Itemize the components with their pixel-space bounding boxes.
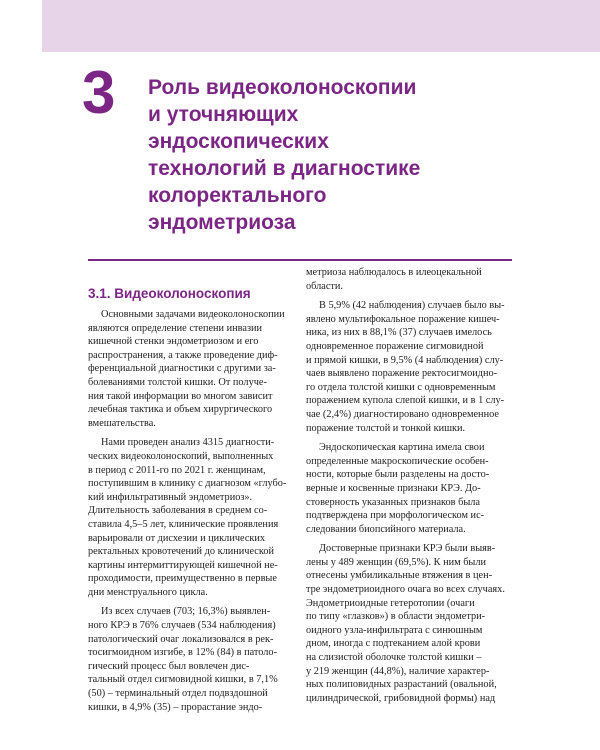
text-line: ника, из них в 88,1% (37) случаев имелось [306,327,492,339]
text-line: в период с 2011-го по 2021 г. женщинам, [88,464,266,476]
text-line: области. [306,280,343,292]
text-line: тре эндометриоидного очага во всех случаях. [306,584,505,596]
text-line: Эндоскопическая картина имела свои [319,442,485,454]
text-line: Эндометриоидные гетеротопии (очаги [306,597,475,609]
text-line: и прямой кишки, в 9,5% (4 наблюдения) слу- [306,354,504,366]
text-line: стоверность указанных признаков была [306,496,480,508]
paragraph [306,266,512,293]
text-line: ставила 4,5–5 лет, клинические проявления [88,518,279,530]
text-line: верные и косвенные признаки КРЭ. До- [306,482,481,494]
text-line: дни менструального цикла. [88,586,208,598]
text-line: тосигмоидном изгибе, в 12% (84) в патоло- [88,647,277,659]
chapter-title-line: эндометриоза [148,211,296,234]
text-line: распространения, а также проведение диф- [88,349,278,361]
paragraph [88,605,298,714]
text-line: кишки, в 4,9% (35) – прорастание эндо- [88,701,263,713]
text-line: ческих видеоколоноскопий, выполненных [88,450,274,462]
text-line: Нами проведен анализ 4315 диагности- [101,437,275,449]
text-line: (50) – терминальный отдел подвздошной [88,688,268,700]
text-line: метриоза наблюдалось в илеоцекальной [306,267,482,278]
section-heading: 3.1. Видеоколоноскопия [88,286,251,301]
text-line: Из всех случаев (703; 16,3%) выявлен- [101,606,271,618]
text-line: лены у 489 женщин (69,5%). К ним были [306,556,486,568]
text-line: одновременное поражение сигмовидной [306,340,484,352]
text-line: следовании биопсийного материала. [306,523,466,535]
text-line: лечебная тактика и объем хирургического [88,404,273,416]
paragraph [306,441,512,536]
right-column [306,266,512,711]
text-line: по типу «глазков») в области эндометри- [306,611,486,623]
chapter-title-line: технологий в диагностике [148,157,421,180]
chapter-title [148,74,508,236]
text-line: кишечной стенки эндометриозом и его [88,336,259,348]
text-line: поступившим в клинику с диагнозом «глубо- [88,478,287,490]
text-line: чаев выявлено поражение ректосигмоидно- [306,368,498,380]
chapter-title-line: колоректального [148,184,327,207]
text-line: поражением купола слепой кишки, и в 1 слу- [306,395,505,407]
paragraph [306,299,512,435]
text-line: тальный отдел сигмовидной кишки, в 7,1% [88,674,278,686]
chapter-title-line: Роль видеоколоноскопии [148,76,417,99]
text-line: болеваниями толстой кишки. От получе- [88,376,267,388]
text-line: вмешательства. [88,417,156,429]
text-line: поражение толстой и тонкой кишки. [306,422,466,434]
text-line: го отдела толстой кишки с одновременным [306,381,496,393]
title-divider [88,259,512,261]
text-line: дном, иногда с подтеканием алой крови [306,638,481,650]
text-line: ния такой информации во многом зависит [88,390,273,402]
paragraph [88,308,298,430]
text-line: чае (2,4%) диагностировано одновременное [306,408,499,420]
text-line: ференциальной диагностики с другими за- [88,363,276,375]
chapter-number: 3 [82,59,116,126]
text-line: картины интермиттирующей кишечной не- [88,559,278,571]
text-line: ректальных кровотечений до клинической [88,546,274,558]
text-line: оидного узла-инфильтрата с синюшным [306,624,483,636]
text-line: цилиндрической, грибовидной формы) над [306,692,496,704]
left-column [88,308,298,720]
text-line: В 5,9% (42 наблюдения) случаев было вы- [319,300,505,312]
text-line: ности, которые были разделены на досто- [306,469,490,481]
text-line: варьировали от дисхезии и циклических [88,532,266,544]
text-line: Достоверные признаки КРЭ были выяв- [319,543,496,555]
text-line: патологический очаг локализовался в рек- [88,633,274,645]
paragraph [88,436,298,599]
text-line: гический процесс был вовлечен дис- [88,660,250,672]
text-line: ных полиповидных разрастаний (овальной, [306,679,497,691]
chapter-title-line: эндоскопических [148,130,329,153]
text-line: у 219 женщин (44,8%), наличие характер- [306,665,490,677]
paragraph [306,542,512,705]
text-line: являются определение степени инвазии [88,322,263,334]
text-line: на слизистой оболочке толстой кишки – [306,652,482,664]
chapter-title-line: и уточняющих [148,103,299,126]
text-line: Длительность заболевания в среднем со- [88,505,268,517]
text-line: отнесены умбиликальные втяжения в цен- [306,570,493,582]
text-line: Основными задачами видеоколоноскопии [101,309,285,320]
text-line: определенные макроскопические особен- [306,455,489,467]
text-line: явлено мультифокальное поражение кишеч- [306,313,500,325]
text-line: ного КРЭ в 76% случаев (534 наблюдения) [88,620,276,632]
text-line: проходимости, преимущественно в первые [88,573,277,585]
header-color-band [42,0,600,52]
text-line: кий инфильтративный эндометриоз». [88,491,253,503]
text-line: подтверждена при морфологическом ис- [306,510,485,522]
